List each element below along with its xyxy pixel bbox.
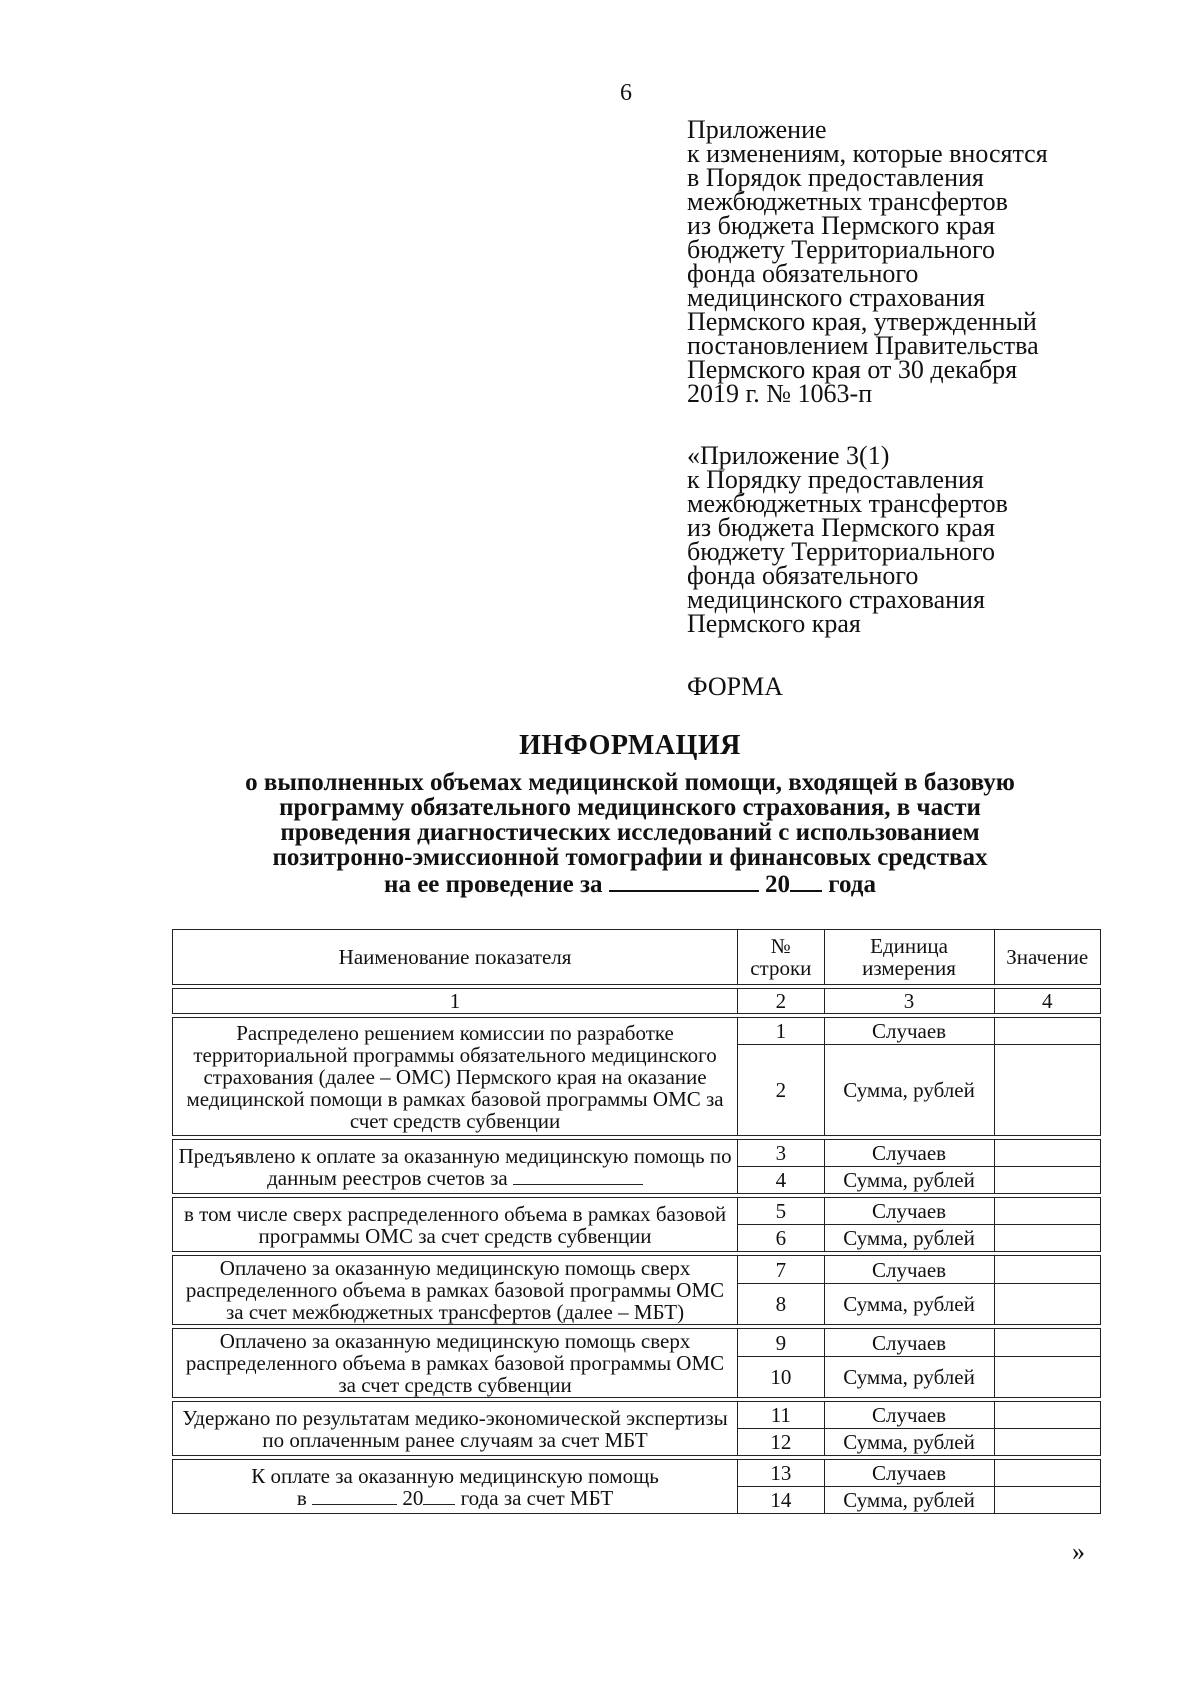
- row-number: 12: [738, 1429, 824, 1456]
- table-row: [173, 1018, 1101, 1045]
- indicator-name: [173, 1140, 738, 1194]
- period-blank-field[interactable]: [609, 870, 759, 892]
- subtitle-year: 20: [765, 871, 791, 898]
- subtitle-line: программу обязательного медицинского страхования, в части: [279, 794, 981, 821]
- value-cell[interactable]: [994, 1329, 1101, 1357]
- value-cell[interactable]: [994, 1140, 1101, 1167]
- header-row-no: № строки: [738, 930, 824, 985]
- appendix-line: к Порядку предоставления: [687, 465, 984, 494]
- value-cell[interactable]: [994, 1284, 1101, 1325]
- unit-cell: Случаев: [824, 1256, 994, 1284]
- subtitle-period-prefix: на ее проведение за: [384, 871, 603, 898]
- indicator-name: [173, 1460, 738, 1514]
- unit-cell: Сумма, рублей: [824, 1357, 994, 1398]
- appendix-3-1-header: [687, 441, 1107, 638]
- table-row: [173, 1198, 1101, 1225]
- value-cell[interactable]: [994, 1256, 1101, 1284]
- row-number: 13: [738, 1460, 824, 1487]
- header-unit: Единица измерения: [824, 930, 994, 985]
- index-cell: 4: [994, 989, 1101, 1014]
- value-cell[interactable]: [994, 1167, 1101, 1194]
- appendix-line: бюджету Территориального: [687, 235, 996, 264]
- month-blank-field[interactable]: [312, 1488, 397, 1505]
- unit-cell: Случаев: [824, 1018, 994, 1045]
- row-number: 10: [738, 1357, 824, 1398]
- index-cell: 3: [824, 989, 994, 1014]
- appendix-line: 2019 г. № 1063-п: [687, 379, 873, 408]
- row-number: 2: [738, 1045, 824, 1136]
- appendix-line: межбюджетных трансфертов: [687, 489, 1008, 518]
- row-number: 4: [738, 1167, 824, 1194]
- unit-cell: Сумма, рублей: [824, 1487, 994, 1514]
- row-number: 7: [738, 1256, 824, 1284]
- form-label: ФОРМА: [687, 672, 783, 701]
- unit-cell: Сумма, рублей: [824, 1225, 994, 1252]
- value-cell[interactable]: [994, 1045, 1101, 1136]
- document-title: ИНФОРМАЦИЯ: [519, 730, 741, 761]
- indicator-name-text: Предъявлено к оплате за оказанную медицинскую помощь по данным реестров счетов за: [178, 1143, 732, 1190]
- appendix-line: бюджету Территориального: [687, 537, 996, 566]
- unit-cell: Случаев: [824, 1402, 994, 1429]
- table-header-row: [173, 930, 1101, 985]
- header-value: Значение: [994, 930, 1101, 985]
- appendix-line: Приложение: [687, 115, 827, 144]
- appendix-line: к изменениям, которые вносятся: [687, 139, 1048, 168]
- table-row: [173, 1402, 1101, 1429]
- appendix-line: из бюджета Пермского края: [687, 211, 996, 240]
- subtitle-line: о выполненных объемах медицинской помощи, входящей в базовую: [245, 769, 1015, 796]
- unit-cell: Сумма, рублей: [824, 1045, 994, 1136]
- row-number: 1: [738, 1018, 824, 1045]
- row-number: 9: [738, 1329, 824, 1357]
- unit-cell: Сумма, рублей: [824, 1167, 994, 1194]
- unit-cell: Случаев: [824, 1140, 994, 1167]
- indicators-table: [172, 929, 1101, 1514]
- appendix-line: медицинского страхования: [687, 283, 985, 312]
- appendix-line: фонда обязательного: [687, 259, 919, 288]
- closing-quote: »: [1072, 1537, 1085, 1566]
- appendix-line: медицинского страхования: [687, 585, 985, 614]
- header-name: Наименование показателя: [173, 930, 738, 985]
- subtitle-line: проведения диагностических исследований с использованием: [280, 819, 980, 846]
- appendix-line: фонда обязательного: [687, 561, 919, 590]
- indicator-name: в том числе сверх распределенного объема в рамках базовой программы ОМС за счет средств субвенции: [173, 1198, 738, 1252]
- indicator-name-suffix: года за счет МБТ: [460, 1485, 614, 1510]
- table-row: [173, 1329, 1101, 1357]
- value-cell[interactable]: [994, 1460, 1101, 1487]
- indicator-name-line: К оплате за оказанную медицинскую помощь: [251, 1463, 659, 1488]
- appendix-line: Пермского края: [687, 609, 861, 638]
- page-number: 6: [620, 80, 632, 106]
- table-row: [173, 1460, 1101, 1487]
- indicator-name-prefix: в: [296, 1485, 307, 1510]
- unit-cell: Случаев: [824, 1198, 994, 1225]
- value-cell[interactable]: [994, 1198, 1101, 1225]
- appendix-line: из бюджета Пермского края: [687, 513, 996, 542]
- unit-cell: Случаев: [824, 1460, 994, 1487]
- value-cell[interactable]: [994, 1402, 1101, 1429]
- value-cell[interactable]: [994, 1225, 1101, 1252]
- appendix-line: постановлением Правительства: [687, 331, 1039, 360]
- value-cell[interactable]: [994, 1357, 1101, 1398]
- value-cell[interactable]: [994, 1429, 1101, 1456]
- value-cell[interactable]: [994, 1487, 1101, 1514]
- year-blank-field[interactable]: [790, 870, 822, 892]
- unit-cell: Сумма, рублей: [824, 1284, 994, 1325]
- index-cell: 1: [173, 989, 738, 1014]
- subtitle-line: позитронно-эмиссионной томографии и финансовых средствах: [272, 844, 988, 871]
- appendix-line: Пермского края, утвержденный: [687, 307, 1037, 336]
- row-number: 8: [738, 1284, 824, 1325]
- appendix-line: «Приложение 3(1): [687, 441, 890, 470]
- row-number: 5: [738, 1198, 824, 1225]
- indicator-name: Удержано по результатам медико-экономической экспертизы по оплаченным ранее случаям за счет МБТ: [173, 1402, 738, 1456]
- value-cell[interactable]: [994, 1018, 1101, 1045]
- unit-cell: Сумма, рублей: [824, 1429, 994, 1456]
- document-subtitle: [130, 770, 1130, 897]
- table-row: [173, 1256, 1101, 1284]
- index-cell: 2: [738, 989, 824, 1014]
- indicator-name-year: 20: [402, 1485, 424, 1510]
- indicator-name: Оплачено за оказанную медицинскую помощь сверх распределенного объема в рамках базовой программы ОМС за счет средств субвенции: [173, 1329, 738, 1398]
- appendix-line: межбюджетных трансфертов: [687, 187, 1008, 216]
- appendix-line: в Порядок предоставления: [687, 163, 984, 192]
- year-blank-field[interactable]: [423, 1488, 455, 1505]
- appendix-line: Пермского края от 30 декабря: [687, 355, 1018, 384]
- unit-cell: Случаев: [824, 1329, 994, 1357]
- indicator-name: Распределено решением комиссии по разработке территориальной программы обязательного медицинского страхования (далее – ОМС) Пермского края на оказание медицинской помощи в рамках базовой программы ОМС за счет средств субвенции: [173, 1018, 738, 1136]
- row-number: 3: [738, 1140, 824, 1167]
- table-index-row: [173, 989, 1101, 1014]
- table-row: [173, 1140, 1101, 1167]
- row-number: 11: [738, 1402, 824, 1429]
- indicator-name: Оплачено за оказанную медицинскую помощь сверх распределенного объема в рамках базовой программы ОМС за счет межбюджетных трансфертов (далее – МБТ): [173, 1256, 738, 1325]
- appendix-header: [687, 115, 1107, 408]
- row-number: 6: [738, 1225, 824, 1252]
- subtitle-period-line: [130, 870, 1130, 897]
- period-blank-field[interactable]: [513, 1168, 643, 1185]
- subtitle-period-suffix: года: [828, 871, 876, 898]
- row-number: 14: [738, 1487, 824, 1514]
